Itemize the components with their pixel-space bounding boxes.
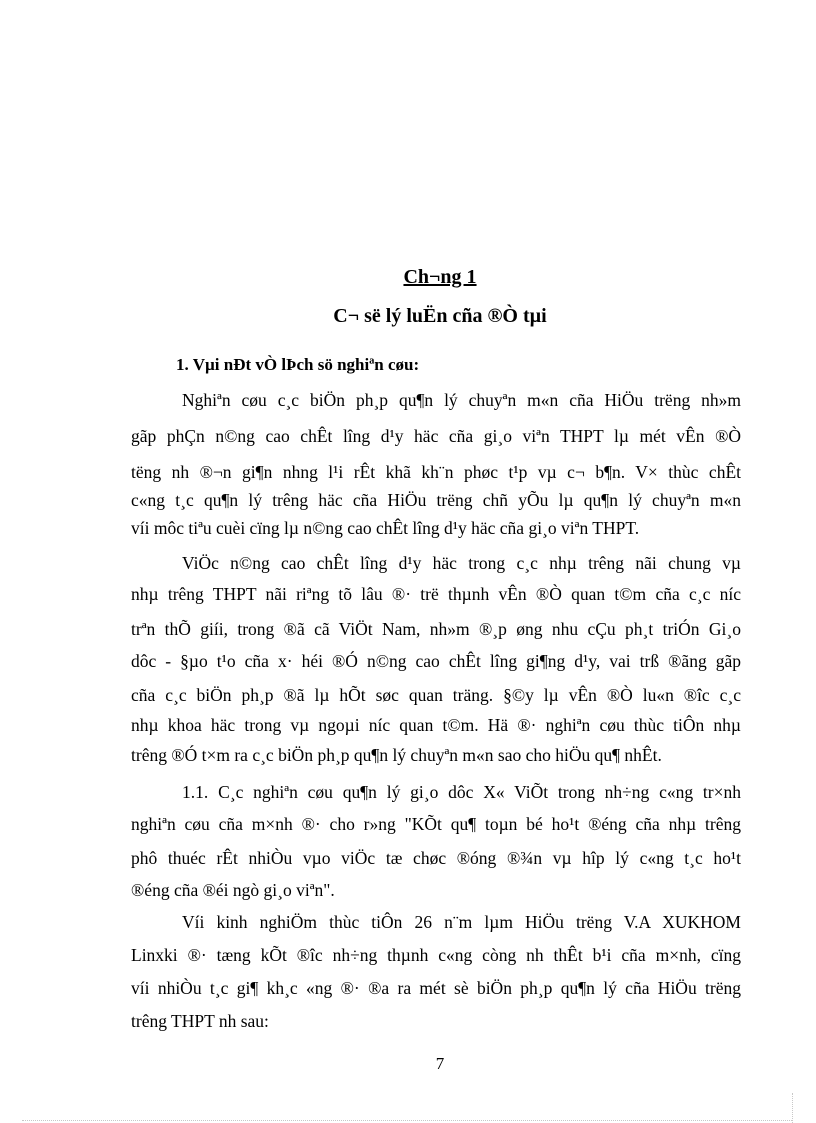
section-heading: 1. Vµi nÐt vÒ lÞch sö nghiªn cøu: — [176, 355, 420, 374]
chapter-title: C¬ së lý luËn cña ®Ò tµi — [333, 305, 547, 327]
margin-guide — [792, 1093, 793, 1123]
paragraph-line: víi môc tiªu cuèi cïng lµ n©ng cao chÊt lîng d¹y häc cña gi¸o viªn THPT. — [131, 518, 640, 538]
paragraph-line: tëng nh ®¬n gi¶n nhng l¹i rÊt khã kh¨n phøc t¹p vµ c¬ b¶n. V× thùc chÊt — [131, 462, 741, 482]
paragraph-line: nghiªn cøu cña m×nh ®· cho r»ng "KÕt qu¶ toµn bé ho¹t ®éng cña nhµ trêng — [131, 814, 741, 834]
paragraph-line: víi nhiÒu t¸c gi¶ kh¸c «ng ®· ®a ra mét sè biÖn ph¸p qu¶n lý cña HiÖu trëng — [131, 978, 741, 998]
chapter-heading: Ch¬ng 1 — [403, 266, 477, 288]
page-number: 7 — [435, 1054, 445, 1073]
paragraph-line: nhµ khoa häc trong vµ ngoµi níc quan t©m. Hä ®· nghiªn cøu thùc tiÔn nhµ — [131, 715, 741, 735]
paragraph-line: ®éng cña ®éi ngò gi¸o viªn". — [131, 880, 335, 900]
page-break-rule — [22, 1120, 792, 1121]
paragraph-line: cña c¸c biÖn ph¸p ®ã lµ hÕt søc quan träng. §©y lµ vÊn ®Ò lu«n ®îc c¸c — [131, 685, 741, 705]
paragraph-line: ViÖc n©ng cao chÊt lîng d¹y häc trong c¸c nhµ trêng nãi chung vµ — [182, 553, 741, 573]
paragraph-line: Linxki ®· tæng kÕt ®îc nh÷ng thµnh c«ng còng nh thÊt b¹i cña m×nh, cïng — [131, 945, 741, 965]
paragraph-line: 1.1. C¸c nghiªn cøu qu¶n lý gi¸o dôc X« ViÕt trong nh÷ng c«ng tr×nh — [182, 782, 741, 802]
paragraph-line: gãp phÇn n©ng cao chÊt lîng d¹y häc cña gi¸o viªn THPT lµ mét vÊn ®Ò — [131, 426, 741, 446]
paragraph-line: nhµ trêng THPT nãi riªng tõ lâu ®· trë thµnh vÊn ®Ò quan t©m cña c¸c níc — [131, 584, 741, 604]
paragraph-line: c«ng t¸c qu¶n lý trêng häc cña HiÖu trëng chñ yÕu lµ qu¶n lý chuyªn m«n — [131, 490, 741, 510]
paragraph-line: trêng ®Ó t×m ra c¸c biÖn ph¸p qu¶n lý chuyªn m«n sao cho hiÖu qu¶ nhÊt. — [131, 745, 662, 765]
paragraph-line: phô thuéc rÊt nhiÒu vµo viÖc tæ chøc ®óng ®¾n vµ hîp lý c«ng t¸c ho¹t — [131, 848, 741, 868]
paragraph-line: Nghiªn cøu c¸c biÖn ph¸p qu¶n lý chuyªn m«n cña HiÖu trëng nh»m — [182, 390, 741, 410]
paragraph-line: trêng THPT nh sau: — [131, 1011, 269, 1031]
paragraph-line: trªn thÕ giíi, trong ®ã cã ViÖt Nam, nh»m ®¸p øng nhu cÇu ph¸t triÓn Gi¸o — [131, 619, 741, 639]
paragraph-line: Víi kinh nghiÖm thùc tiÔn 26 n¨m lµm HiÖu trëng V.A XUKHOM — [182, 912, 741, 932]
paragraph-line: dôc - §µo t¹o cña x· héi ®Ó n©ng cao chÊt lîng gi¶ng d¹y, vai trß ®ãng gãp — [131, 651, 741, 671]
